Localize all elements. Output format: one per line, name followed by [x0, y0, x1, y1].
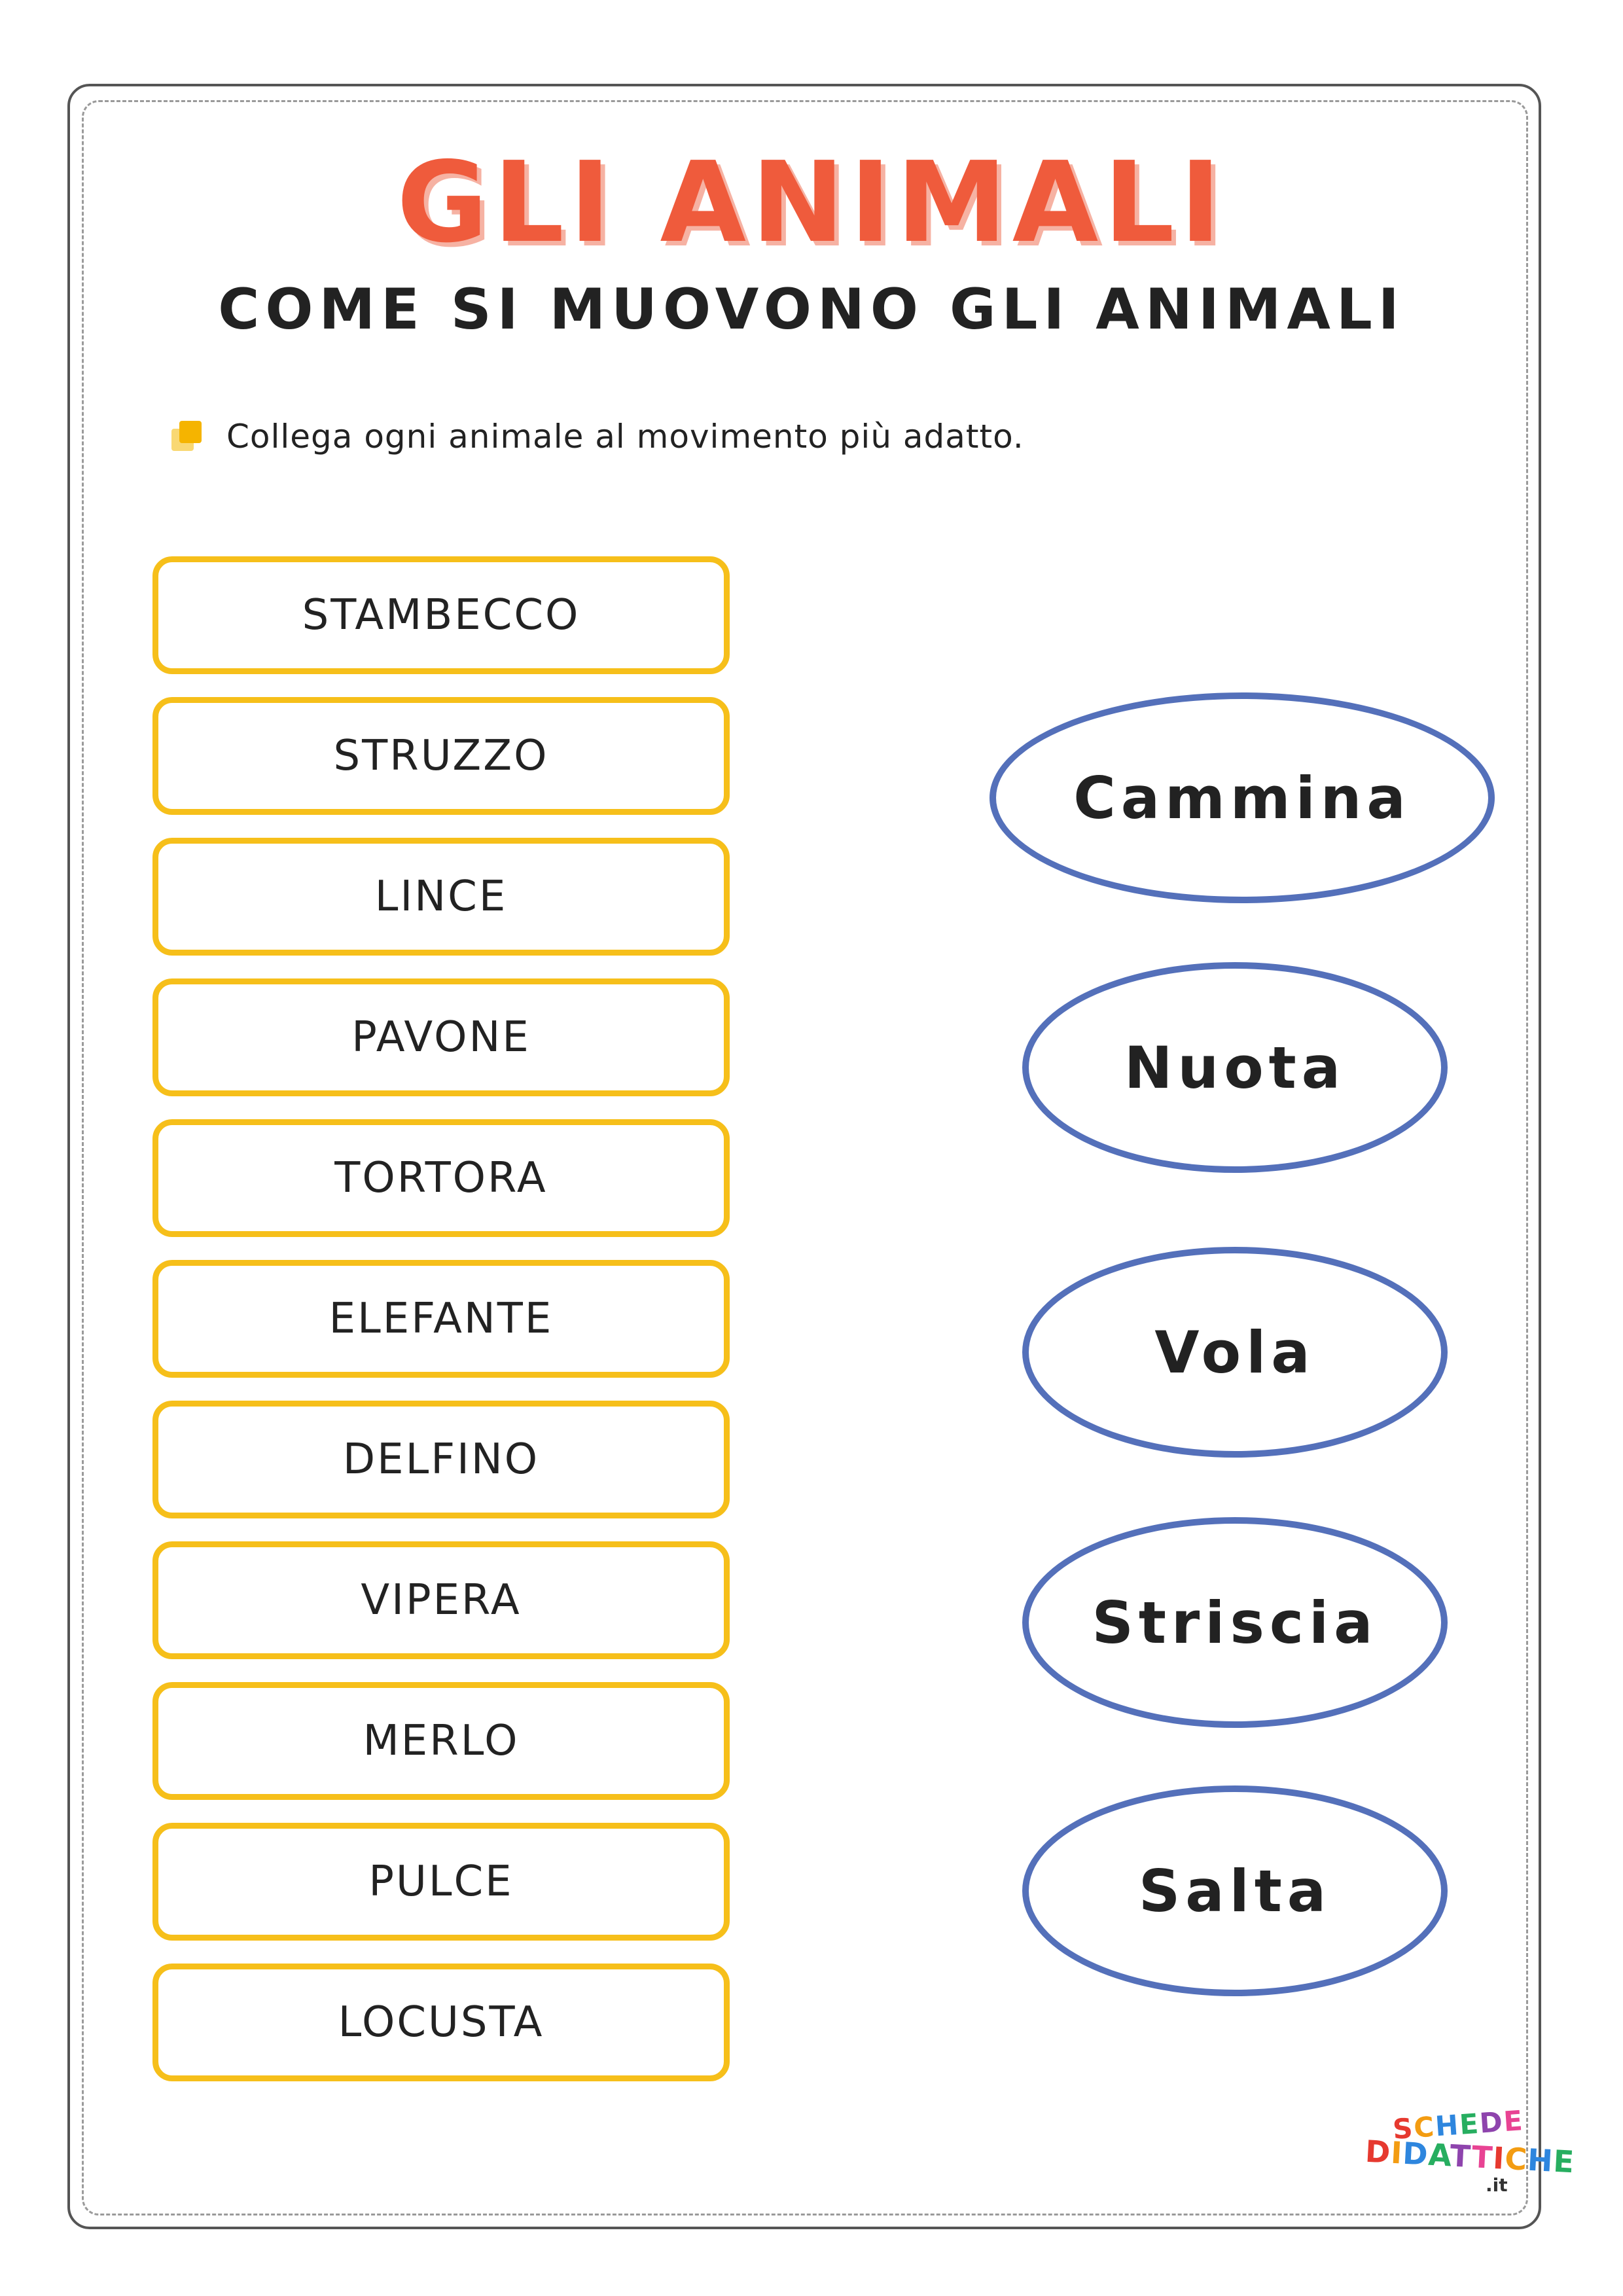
- logo-line-1: SCHEDE: [1391, 2104, 1525, 2145]
- animal-box: DELFINO: [152, 1401, 730, 1518]
- instruction-text: Collega ogni animale al movimento più adatto.: [226, 418, 1024, 456]
- movement-oval-vola: Vola: [1022, 1247, 1448, 1458]
- animal-box: ELEFANTE: [152, 1260, 730, 1378]
- animal-box: TORTORA: [152, 1119, 730, 1237]
- animal-box: PULCE: [152, 1823, 730, 1941]
- animal-box: STAMBECCO: [152, 556, 730, 674]
- animal-box: PAVONE: [152, 978, 730, 1096]
- movement-oval-nuota: Nuota: [1022, 962, 1448, 1173]
- animal-box: STRUZZO: [152, 697, 730, 815]
- movement-oval-striscia: Striscia: [1022, 1517, 1448, 1728]
- logo-suffix: .it: [1486, 2174, 1508, 2196]
- movement-oval-cammina: Cammina: [990, 692, 1495, 903]
- animal-box: LINCE: [152, 838, 730, 956]
- worksheet-subtitle: COME SI MUOVONO GLI ANIMALI: [218, 277, 1405, 342]
- movement-oval-salta: Salta: [1022, 1785, 1448, 1996]
- site-logo: [1363, 2104, 1576, 2200]
- animal-box: MERLO: [152, 1682, 730, 1800]
- bullet-squares-icon: [171, 421, 203, 452]
- logo-line-2: DIDATTICHE: [1364, 2133, 1576, 2180]
- animal-box: LOCUSTA: [152, 1964, 730, 2081]
- animal-list: [152, 556, 730, 2104]
- worksheet-title: GLI ANIMALI: [397, 138, 1226, 268]
- instruction: [171, 414, 1024, 459]
- animal-box: VIPERA: [152, 1541, 730, 1659]
